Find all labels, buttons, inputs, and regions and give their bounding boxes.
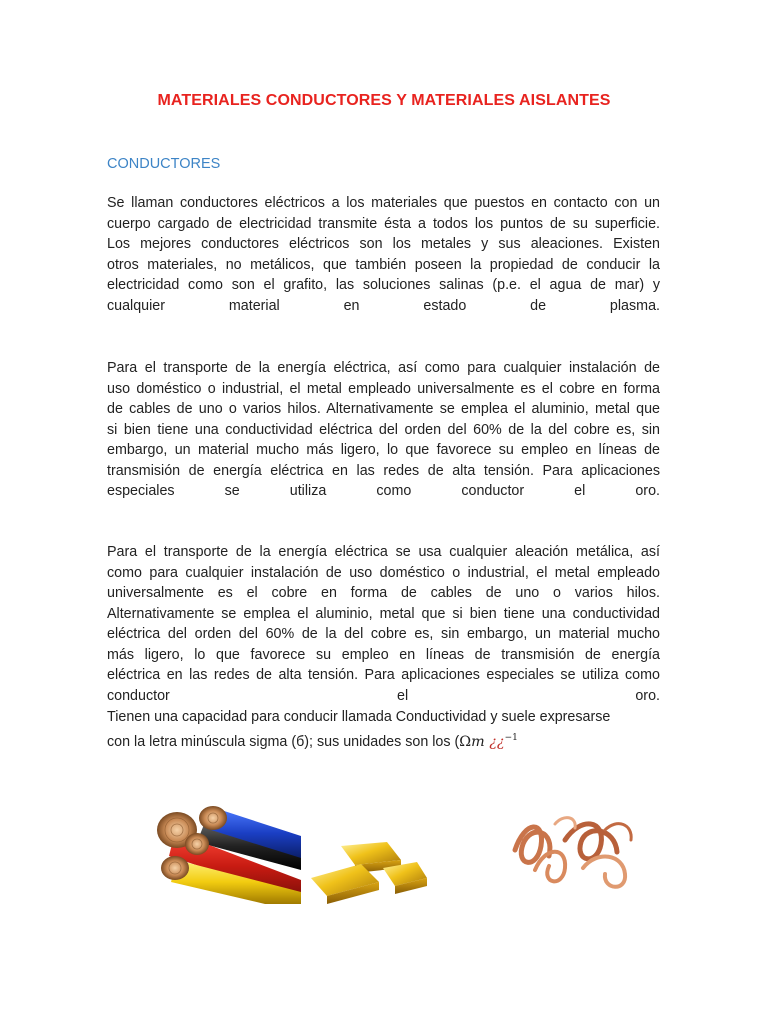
document-title: MATERIALES CONDUCTORES Y MATERIALES AISLANTES: [157, 92, 611, 109]
paragraph-line: Se llaman conductores eléctricos a los materiales que puestos en contacto con un: [107, 195, 660, 211]
paragraph-4: [107, 707, 660, 752]
paragraph-line: uso doméstico o industrial, el metal empleado universalmente es el cobre en forma: [107, 380, 660, 397]
paragraph-line: más ligero, lo que favorece su empleo en líneas de transmisión de energía: [107, 646, 660, 663]
paragraph-line: universalmente es el cobre en forma de cables de uno o varios hilos.: [107, 585, 660, 601]
paragraph-line: transmisión de energía eléctrica en las redes de alta tensión. Para aplicaciones: [107, 462, 660, 479]
copper-cables-photo: [155, 800, 301, 904]
paragraph-2: [107, 358, 660, 502]
paragraph-line: Los mejores conductores eléctricos son los metales y sus aleaciones. Existen: [107, 236, 660, 252]
paragraph-line: Alternativamente se emplea el aluminio, metal que si bien tiene una conductividad: [107, 605, 660, 622]
paragraph-line: embargo, un material mucho más ligero, lo que favorece su empleo en líneas de: [107, 442, 660, 458]
paragraph-line: electricidad como son el grafito, las soluciones salinas (p.e. el agua de mar) y: [107, 277, 660, 293]
paragraph-line: Para el transporte de la energía eléctrica se usa cualquier aleación metálica, así: [107, 544, 660, 560]
paragraph-line: de cables de uno o varios hilos. Alternativamente se emplea el aluminio, metal que: [107, 401, 660, 417]
paragraph-line: si bien tiene una conductividad eléctrica del orden del 60% de la del cobre es, sin: [107, 421, 660, 438]
copper-shavings-photo: [505, 810, 640, 896]
paragraph-line: cualquier material en estado de plasma.: [107, 297, 660, 314]
omega-symbol: Ω: [459, 733, 472, 750]
paragraph-line: eléctrica del orden del 60% de la del cobre es, sin embargo, un material mucho: [107, 626, 660, 642]
paragraph-line: otros materiales, no metálicos, que también poseen la propiedad de conducir la: [107, 256, 660, 273]
gold-bars-photo: [305, 838, 429, 904]
paragraph-line: como para cualquier instalación de uso doméstico o industrial, el metal empleado: [107, 564, 660, 581]
paragraph-line: conductor el oro.: [107, 687, 660, 704]
paragraph-3: [107, 542, 660, 706]
paragraph-line: Tienen una capacidad para conducir llamada Conductividad y suele expresarse: [107, 709, 611, 725]
section-heading-conductores: CONDUCTORES: [107, 156, 221, 172]
formula-exponent: −1: [504, 732, 518, 743]
paragraph-line: eléctrica en las redes de alta tensión. Para aplicaciones especiales se utiliza como: [107, 667, 660, 683]
units-formula: [459, 734, 518, 750]
paragraph-line: especiales se utiliza como conductor el oro.: [107, 483, 660, 499]
formula-m: m: [471, 733, 485, 750]
paragraph-line-formula: [107, 728, 660, 753]
formula-glyphs: ¿¿: [489, 733, 505, 750]
paragraph-line: cuerpo cargado de electricidad transmite ésta a todos los puntos de su superficie.: [107, 215, 660, 232]
paragraph-line: Para el transporte de la energía eléctrica, así como para cualquier instalación de: [107, 360, 660, 376]
paragraph-1: [107, 193, 660, 316]
formula-prefix-text: con la letra minúscula sigma (б); sus unidades son los (: [107, 733, 460, 750]
